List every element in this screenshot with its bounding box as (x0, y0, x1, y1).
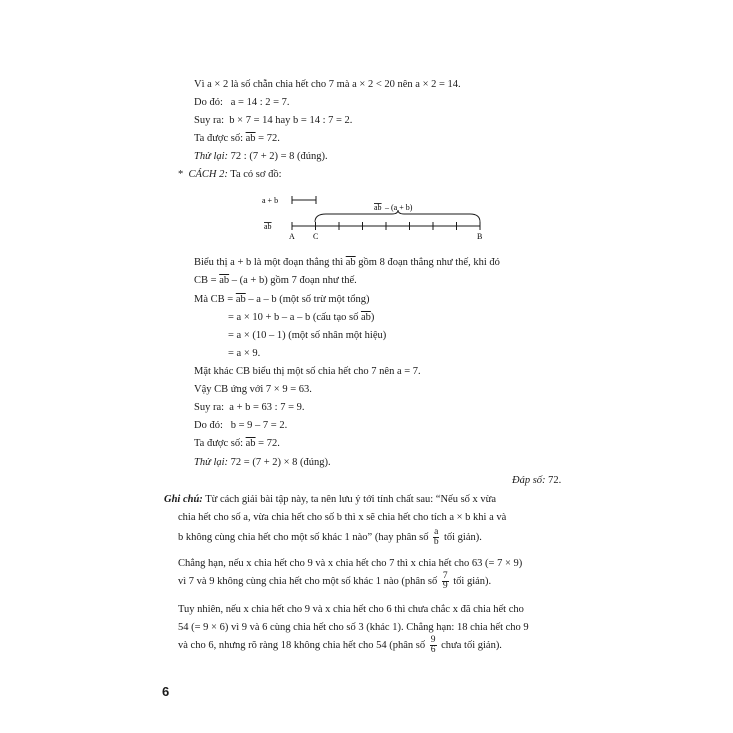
note-line: Ghi chú: Từ cách giải bài tập này, ta nên lưu ý tới tính chất sau: “Nếu số x vừa (164, 494, 497, 505)
note-line: b không cùng chia hết cho một số khác 1 nào” (hay phân số $\frac{a}{b}$ tối giản). (178, 527, 482, 548)
text-line: Suy ra: b × 7 = 14 hay b = 14 : 7 = 2. (194, 115, 353, 126)
text-line: = a × (10 – 1) (một số nhân một hiệu) (228, 330, 387, 341)
fraction-9-6: $\frac{9}{6}$ (430, 635, 436, 656)
fraction-7-9: $\frac{7}{9}$ (442, 571, 448, 592)
text-line: Mà CB = $\overline{ab}$ – a – b (một số trừ một tổng) (194, 294, 370, 305)
label-brace-rest: – (a + b) (385, 203, 413, 212)
segment-diagram (258, 192, 498, 244)
text-line: Do đó: b = 9 – 7 = 2. (194, 420, 288, 431)
answer-line: Đáp số: 72. (512, 475, 562, 486)
text-line: Thử lại: 72 = (7 + 2) × 8 (đúng). (194, 457, 331, 468)
note-line: và cho 6, nhưng rõ ràng 18 không chia hết cho 54 (phân số $\frac{9}{6}$ chưa tối giản). (178, 635, 502, 656)
note-line: Chẳng hạn, nếu x chia hết cho 9 và x chia hết cho 7 thì x chia hết cho 63 (= 7 × 9) (178, 558, 523, 569)
text-line: Do đó: a = 14 : 2 = 7. (194, 97, 290, 108)
point-b-label: B (477, 232, 483, 241)
fraction-a-b: $\frac{a}{b}$ (433, 527, 439, 548)
note-line: 54 (= 9 × 6) vì 9 và 6 cùng chia hết cho số 3 (khác 1). Chẳng hạn: 18 chia hết cho 9 (178, 622, 529, 633)
note-line: chia hết cho số a, vừa chia hết cho số b thì x sẽ chia hết cho tích a × b khi a và (178, 512, 507, 523)
text-line: * CÁCH 2: Ta có sơ đồ: (178, 169, 282, 180)
note-line: Tuy nhiên, nếu x chia hết cho 9 và x chia hết cho 6 thì chưa chắc x đã chia hết cho (178, 604, 524, 615)
text-line: Vì a × 2 là số chẵn chia hết cho 7 mà a × 2 < 20 nên a × 2 = 14. (194, 79, 461, 90)
brace (315, 210, 480, 222)
page-number: 6 (162, 684, 170, 699)
label-a-plus-b: a + b (262, 196, 279, 205)
text-line: Ta được số: $\overline{ab} = 72$. (194, 438, 280, 449)
note-line: vì 7 và 9 không cùng chia hết cho một số khác 1 nào (phân số $\frac{7}{9}$ tối giản). (178, 571, 492, 592)
text-line: Mặt khác CB biểu thị một số chia hết cho 7 nên a = 7. (194, 366, 421, 377)
label-ab: ab (264, 222, 272, 231)
text-line: Ta được số: $\overline{ab} = 72$. (194, 133, 280, 144)
text-line: Vậy CB ứng với 7 × 9 = 63. (194, 384, 312, 395)
text-line: = a × 10 + b – a – b (cấu tạo số $\overline{ab}$) (228, 312, 375, 323)
text-line: CB = $\overline{ab} - (a + b)$ gồm 7 đoạn như thế. (194, 275, 357, 286)
point-a-label: A (289, 232, 295, 241)
text-line: Thử lại: 72 : (7 + 2) = 8 (đúng). (194, 151, 328, 162)
text-line: Suy ra: a + b = 63 : 7 = 9. (194, 402, 305, 413)
label-brace-ab: ab (374, 203, 382, 212)
point-c-label: C (313, 232, 319, 241)
text-line: = a × 9. (228, 348, 261, 359)
text-line: Biểu thị a + b là một đoạn thẳng thì $\overline{ab}$ gồm 8 đoạn thẳng như thế, khi đó (194, 257, 500, 268)
